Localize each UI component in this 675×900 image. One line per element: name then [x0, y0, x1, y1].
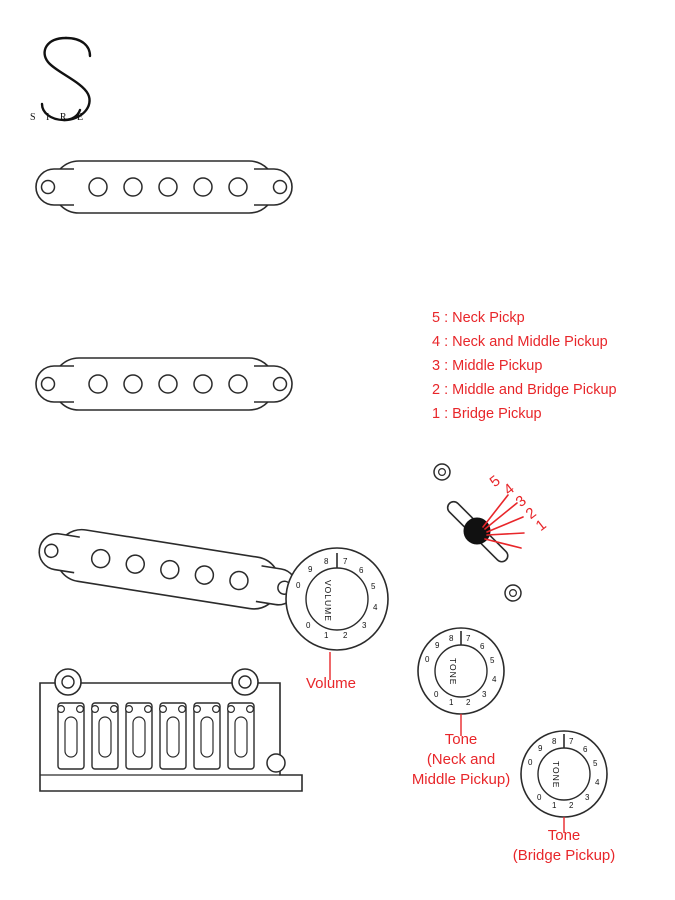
tone2-knob-cap-label: TONE — [551, 761, 561, 789]
tone-neck-middle-callout-line2: (Neck and — [426, 751, 496, 768]
volume-tick-3: 3 — [362, 621, 367, 630]
volume-tick-1: 1 — [324, 631, 329, 640]
volume-tick-0b: 0 — [306, 621, 311, 630]
volume-tick-2: 2 — [343, 631, 348, 640]
tone2-tick-1: 1 — [552, 801, 557, 810]
bridge-pickup — [22, 520, 322, 630]
tone1-tick-9: 9 — [435, 641, 440, 650]
tone1-tick-0: 0 — [425, 655, 430, 664]
tone1-tick-5: 5 — [490, 656, 495, 665]
legend-item-5: 5 : Neck Pickp — [432, 310, 525, 326]
volume-callout-label: Volume — [305, 675, 357, 692]
tone2-tick-4: 4 — [595, 778, 600, 787]
tone2-tick-8: 8 — [552, 737, 557, 746]
tone2-tick-0: 0 — [528, 758, 533, 767]
neck-pickup — [24, 155, 304, 225]
volume-tick-4: 4 — [373, 603, 378, 612]
tone2-tick-0b: 0 — [537, 793, 542, 802]
tone2-tick-5: 5 — [593, 759, 598, 768]
switch-position-4: 4 — [500, 480, 518, 499]
tone1-tick-6: 6 — [480, 642, 485, 651]
tone-bridge-knob[interactable] — [518, 728, 610, 820]
tone-bridge-callout-line2: (Bridge Pickup) — [512, 847, 616, 864]
pickup-selector-legend — [432, 306, 617, 426]
tone1-tick-4: 4 — [492, 675, 497, 684]
tone-bridge-callout — [484, 826, 644, 866]
tone2-tick-7: 7 — [569, 737, 574, 746]
tone-neck-middle-knob[interactable] — [415, 625, 507, 717]
legend-item-1: 1 : Bridge Pickup — [432, 406, 542, 422]
volume-tick-9: 9 — [308, 565, 313, 574]
legend-item-4: 4 : Neck and Middle Pickup — [432, 334, 608, 350]
switch-position-5: 5 — [486, 472, 504, 491]
legend-item-3: 3 : Middle Pickup — [432, 358, 543, 374]
switch-position-1: 1 — [532, 516, 550, 535]
tone-neck-middle-callout — [381, 730, 541, 790]
tone-bridge-callout-line1: Tone — [547, 827, 581, 844]
brand-name: S I R E — [30, 112, 88, 123]
middle-pickup — [24, 352, 304, 422]
tone1-tick-8: 8 — [449, 634, 454, 643]
legend-item-2: 2 : Middle and Bridge Pickup — [432, 382, 617, 398]
tone1-tick-2: 2 — [466, 698, 471, 707]
tone1-tick-1: 1 — [449, 698, 454, 707]
volume-knob-cap-label: VOLUME — [323, 580, 333, 622]
tremolo-bridge — [30, 665, 320, 820]
tone1-tick-3: 3 — [482, 690, 487, 699]
tone1-tick-0b: 0 — [434, 690, 439, 699]
tone2-tick-9: 9 — [538, 744, 543, 753]
volume-tick-5: 5 — [371, 582, 376, 591]
tone-neck-middle-callout-line1: Tone — [444, 731, 478, 748]
tone2-tick-6: 6 — [583, 745, 588, 754]
tone1-knob-cap-label: TONE — [448, 658, 458, 686]
volume-tick-7: 7 — [343, 557, 348, 566]
tone2-tick-2: 2 — [569, 801, 574, 810]
switch-position-2: 2 — [522, 504, 540, 523]
tone2-tick-3: 3 — [585, 793, 590, 802]
pickup-selector-switch[interactable] — [420, 455, 580, 615]
volume-knob[interactable] — [283, 545, 391, 653]
switch-position-3: 3 — [512, 492, 530, 511]
volume-tick-6: 6 — [359, 566, 364, 575]
tone1-tick-7: 7 — [466, 634, 471, 643]
tone-neck-middle-callout-line3: Middle Pickup) — [411, 771, 511, 788]
volume-tick-0: 0 — [296, 581, 301, 590]
volume-tick-8: 8 — [324, 557, 329, 566]
